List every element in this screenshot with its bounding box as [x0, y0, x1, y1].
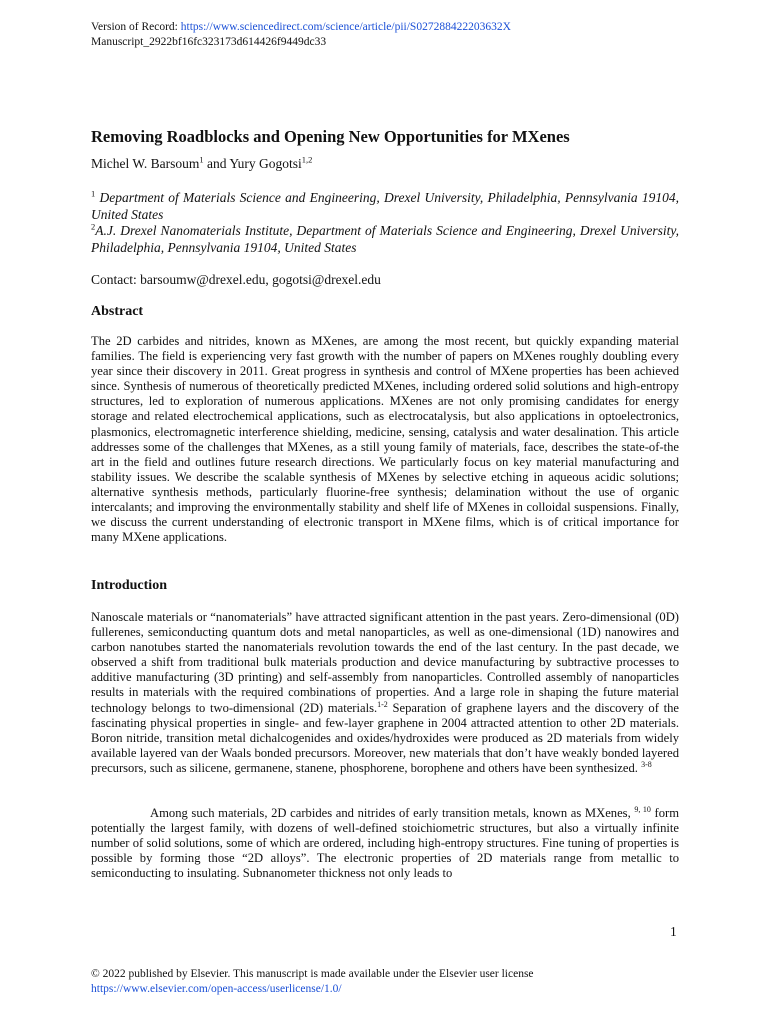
- affiliation-1-number: 1: [91, 188, 96, 199]
- introduction-heading: Introduction: [91, 578, 167, 593]
- page-number: 1: [670, 924, 677, 939]
- affiliation-1-text: Department of Materials Science and Engineering, Drexel University, Philadelphia, Pennsylvania 19104, United States: [91, 190, 679, 222]
- license-link[interactable]: https://www.elsevier.com/open-access/userlicense/1.0/: [91, 983, 342, 995]
- contact-line: Contact: barsoumw@drexel.edu, gogotsi@drexel.edu: [91, 272, 381, 287]
- version-of-record-link[interactable]: https://www.sciencedirect.com/science/article/pii/S027288422203632X: [180, 21, 511, 33]
- citation-9-10: 9, 10: [634, 804, 651, 814]
- page-header: [91, 20, 511, 50]
- affiliation-2-number: 2: [91, 221, 96, 232]
- license-statement: © 2022 published by Elsevier. This manuscript is made available under the Elsevier user license: [91, 968, 534, 980]
- version-label: Version of Record:: [91, 21, 181, 33]
- author-barsoum-affiliation: 1: [199, 154, 204, 165]
- paper-title: Removing Roadblocks and Opening New Opportunities for MXenes: [91, 127, 570, 146]
- introduction-paragraph-2: [91, 806, 679, 881]
- intro-p2-part-a: Among such materials, 2D carbides and nitrides of early transition metals, known as MXenes,: [150, 806, 635, 820]
- affiliation-2-text: A.J. Drexel Nanomaterials Institute, Department of Materials Science and Engineering, Drexel University, Philadelphia, Pennsylvania 19104, United States: [91, 223, 679, 255]
- author-barsoum: Michel W. Barsoum: [91, 156, 200, 171]
- intro-p1-part-a: Nanoscale materials or “nanomaterials” have attracted significant attention in the past years. Zero-dimensional (0D) fullerenes, semiconducting quantum dots and metal nanoparticles, as well as one-dimensional (1D) nanowires and carbon nanotubes started the nanomaterials revolution towards the end of the last century. In the past decade, we observed a shift from traditional bulk materials production and device manufacturing by subtractive processes to additive manufacturing (3D printing) and self-assembly from nanoparticles. Controlled assembly of nanoparticles results in materials with the required combinations of properties. And a large role in shaping the future material technology belongs to two-dimensional (2D) materials.: [91, 610, 679, 715]
- manuscript-id: Manuscript_2922bf16fc323173d614426f9449dc33: [91, 36, 327, 48]
- intro-p1-part-b: Separation of graphene layers and the discovery of the fascinating physical properties in single- and few-layer graphene in 2004 attracted attention to other 2D materials. Boron nitride, transition metal dichalcogenides and oxides/hydroxides were produced as 2D materials from widely available layered van der Waals bonded precursors. Moreover, new materials that don’t have weakly bonded layered precursors, such as silicene, germanene, stanene, phosphorene, borophene and others have been synthesized.: [91, 700, 679, 775]
- abstract-text: The 2D carbides and nitrides, known as MXenes, are among the most recent, but quickly expanding material families. The field is experiencing very fast growth with the number of papers on MXenes roughly doubling every year since their discovery in 2011. Great progress in synthesis and control of MXene properties has been achieved since. Synthesis of numerous of theoretically predicted MXenes, including ordered solid solutions and high-entropy structures, led to exploration of numerous applications. MXenes are not only promising candidates for energy storage and related electrochemical applications, such as electrocatalysis, but also applications in optoelectronics, plasmonics, electromagnetic interference shielding, medicine, sensing, catalysis and water desalination. This article addresses some of the challenges that MXenes, as a still young family of materials, face, describes the state-of-the art in the field and outlines future research directions. We particularly focus on key material manufacturing and stability issues. We describe the scalable synthesis of MXenes by selective etching in aqueous acidic solutions; alternative synthesis methods, particularly fluorine-free synthesis; delamination without the use of organic intercalants; and improving the environmentally stability and shelf life of MXenes in colloidal suspensions. Finally, we discuss the current understanding of electronic transport in MXene films, which is of critical importance for many MXene applications.: [91, 334, 679, 545]
- abstract-heading: Abstract: [91, 304, 144, 319]
- affiliation-1: [91, 189, 679, 223]
- citation-1-2: 1-2: [377, 699, 388, 709]
- author-list: [91, 155, 679, 173]
- version-of-record-line: [91, 20, 511, 35]
- author-gogotsi: and Yury Gogotsi: [203, 156, 302, 171]
- introduction-paragraph-1: [91, 610, 679, 776]
- author-gogotsi-affiliation: 1,2: [301, 154, 313, 165]
- affiliation-2: [91, 222, 679, 256]
- intro-p2-part-b: form potentially the largest family, with dozens of well-defined stoichiometric structures, but also a virtually infinite number of solid solutions, some of which are ordered, including high-entropy structures. Fine tuning of properties is possible by forming those “2D alloys”. The electronic properties of 2D materials range from metallic to semiconducting to insulating. Subnanometer thickness not only leads to: [91, 806, 679, 881]
- citation-3-8: 3-8: [641, 759, 652, 769]
- page-footer: [91, 967, 534, 997]
